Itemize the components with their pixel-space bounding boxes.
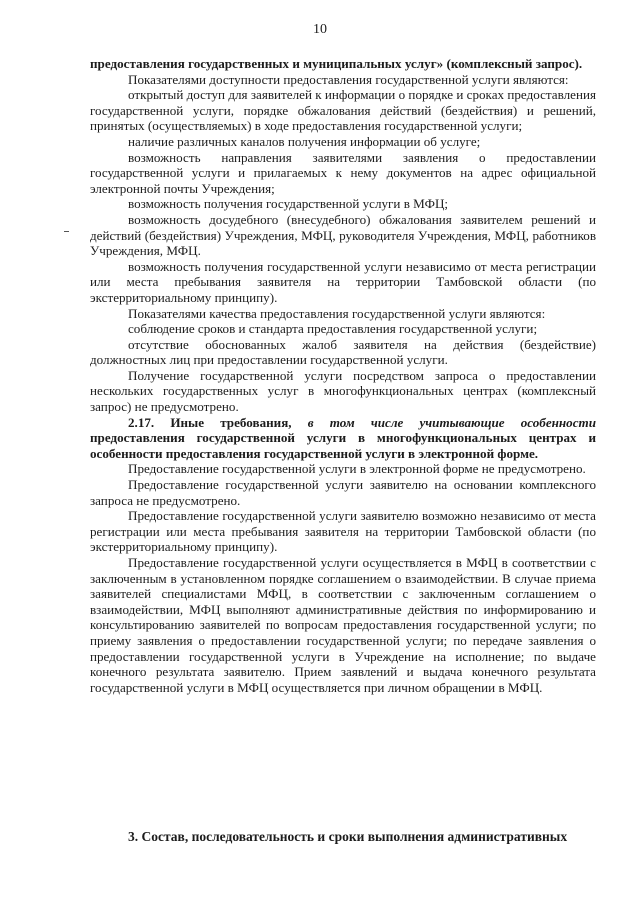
paragraph: возможность досудебного (внесудебного) обжалования заявителем решений и действий (бездействия) Учреждения, МФЦ, руководителя Учреждения, МФЦ, работников Учреждения, МФЦ. xyxy=(90,211,596,259)
paragraph: предоставления государственных и муниципальных услуг» (комплексный запрос). xyxy=(90,56,583,71)
paragraph: возможность получения государственной услуги в МФЦ; xyxy=(128,196,449,212)
section-number: 2.17. xyxy=(128,414,155,430)
paragraph: Показателями доступности предоставления государственной услуги являются: xyxy=(128,71,569,87)
paragraph: отсутствие обоснованных жалоб заявителя на действия (бездействие) должностных лиц при предоставлении государственной услуги. xyxy=(90,336,596,368)
page-number: 10 xyxy=(313,22,327,37)
paragraph: Предоставление государственной услуги в электронной форме не предусмотрено. xyxy=(128,461,586,477)
section-2-17-heading xyxy=(90,415,596,462)
paragraph: наличие различных каналов получения информации об услуге; xyxy=(128,133,481,149)
paragraph: Предоставление государственной услуги заявителю на основании комплексного запроса не предусмотрено. xyxy=(90,477,596,508)
margin-mark xyxy=(64,231,69,232)
section-3-heading: 3. Состав, последовательность и сроки выполнения административных xyxy=(128,829,568,844)
paragraph: соблюдение сроков и стандарта предоставления государственной услуги; xyxy=(128,321,538,337)
section-title-rest: предоставления государственной услуги в многофункциональных центрах и особенности предоставления государственной услуги в электронной форме. xyxy=(90,430,596,461)
section-title-part2: в том числе учитывающие особенности xyxy=(307,414,597,430)
paragraph: открытый доступ для заявителей к информации о порядке и сроках предоставления государственной услуги, порядке обжалования действий (бездействия) и решений, принятых (осуществляемых) в ходе предоставления государственной услуги; xyxy=(90,87,596,134)
section-title-part1: Иные требования, xyxy=(170,414,292,430)
paragraph: Показателями качества предоставления государственной услуги являются: xyxy=(128,305,546,321)
document-body xyxy=(90,56,596,695)
paragraph: Предоставление государственной услуги осуществляется в МФЦ в соответствии с заключенным в установленном порядке соглашением о взаимодействии. В случае приема заявителей специалистами МФЦ, в соответствии с заключенным соглашением о взаимодействии, МФЦ выполняют административные действия по информированию и консультированию заявителей по вопросам предоставления государственной услуги; по приему заявления о предоставлении государственной услуги; по передаче заявления о предоставлении государственной услуги в Учреждение на исполнение; по выдаче конечного результата заявителю. Прием заявлений и выдача конечного результата государственной услуги в МФЦ осуществляется при личном обращении в МФЦ. xyxy=(90,555,596,695)
paragraph: возможность получения государственной услуги независимо от места регистрации или места пребывания заявителя на территории Тамбовской области (по экстерриториальному принципу). xyxy=(90,258,596,305)
paragraph: возможность направления заявителями заявления о предоставлении государственной услуги и прилагаемых к нему документов на адрес официальной электронной почты Учреждения; xyxy=(90,149,596,196)
paragraph: Предоставление государственной услуги заявителю возможно независимо от места регистрации или места пребывания заявителя на территории Тамбовской области (по экстерриториальному принципу). xyxy=(90,508,596,555)
paragraph: Получение государственной услуги посредством запроса о предоставлении нескольких государственных услуг в многофункциональных центрах (комплексный запрос) не предусмотрено. xyxy=(90,367,596,415)
